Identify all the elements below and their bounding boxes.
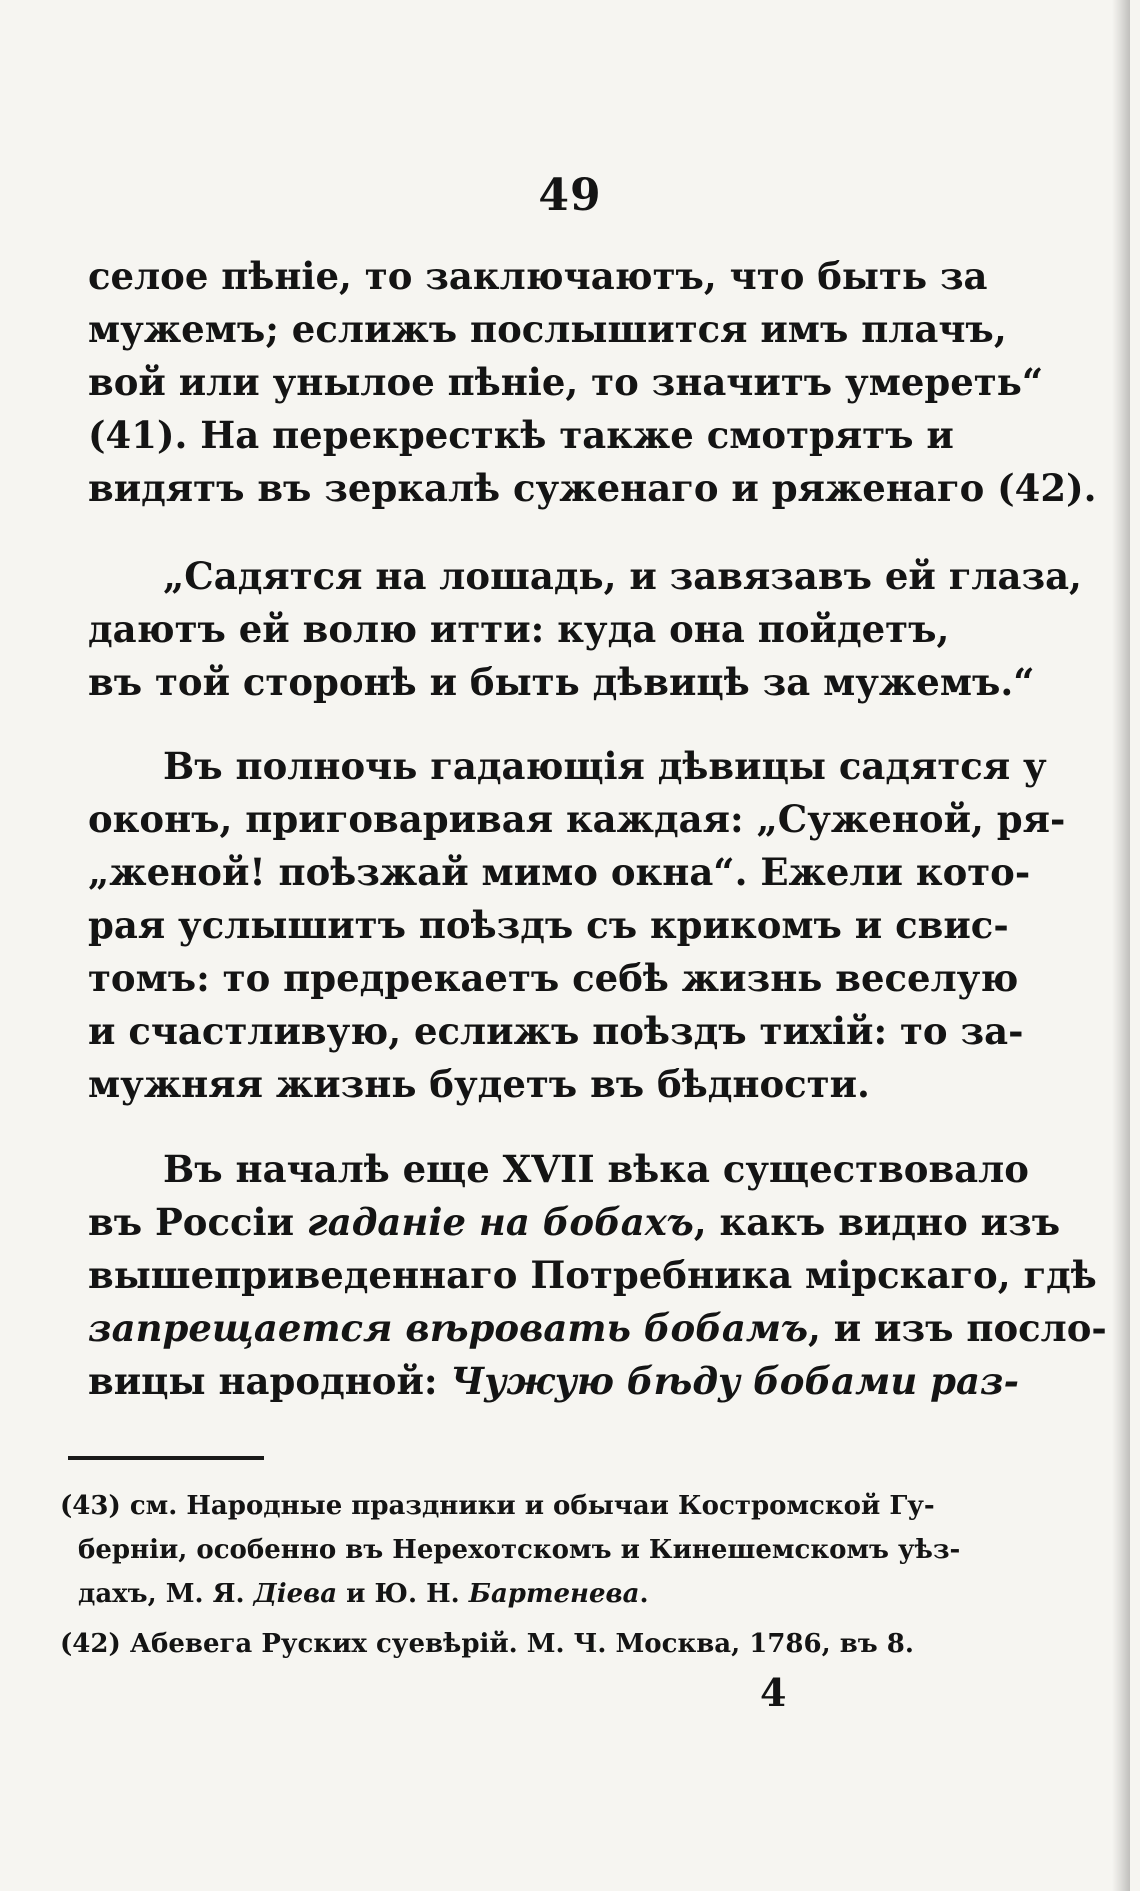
paragraph-2	[88, 550, 1082, 709]
text-line: оконъ, приговаривая каждая: „Суженой, ря-	[88, 797, 1066, 841]
text-line: мужемъ; еслижъ послышится имъ плачъ,	[88, 307, 1007, 351]
footnote-divider	[68, 1456, 264, 1460]
paragraph-3	[88, 740, 1066, 1111]
text-line: томъ: то предрекаетъ себѣ жизнь веселую	[88, 956, 1019, 1000]
italic-author: Діева	[253, 1579, 338, 1609]
page-number: 49	[538, 170, 602, 221]
text-line: селое пѣніе, то заключаютъ, что быть за	[88, 254, 988, 298]
footnote-43-line	[60, 1572, 960, 1616]
text-line: вышеприведеннаго Потребника мірскаго, гдѣ	[88, 1253, 1097, 1297]
text-run: вицы народной:	[88, 1359, 451, 1403]
text-line: Въ началѣ еще XVII вѣка существовало	[163, 1147, 1029, 1191]
text-run: , какъ видно изъ	[693, 1200, 1061, 1244]
text-line: и счастливую, еслижъ поѣздъ тихій: то за-	[88, 1009, 1024, 1053]
italic-author: Бартенева	[468, 1579, 640, 1609]
text-line	[88, 1355, 1019, 1408]
text-run: , и изъ посло-	[807, 1306, 1107, 1350]
text-line	[88, 1302, 1107, 1355]
footnote-42-line: (42) Абевега Руских суевѣрій. М. Ч. Москва, 1786, въ 8.	[60, 1629, 914, 1659]
footnote-43-line: (43) см. Народные праздники и обычаи Костромской Гу-	[60, 1491, 935, 1521]
text-line: (41). На перекресткѣ также смотрятъ и	[88, 413, 954, 457]
text-line	[88, 1196, 1061, 1249]
text-line: въ той сторонѣ и быть дѣвицѣ за мужемъ.“	[88, 660, 1035, 704]
text-run: .	[639, 1579, 649, 1609]
text-line: рая услышитъ поѣздъ съ крикомъ и свис-	[88, 903, 1009, 947]
italic-phrase: гаданіе на бобахъ	[306, 1200, 694, 1244]
italic-phrase: вѣровать бобамъ	[405, 1306, 808, 1350]
page-edge-shadow	[1112, 0, 1130, 1891]
paragraph-4	[88, 1143, 1107, 1408]
text-line: „женой! поѣзжай мимо окна“. Ежели кото-	[88, 850, 1031, 894]
footnotes	[60, 1484, 960, 1666]
signature-mark: 4	[760, 1670, 787, 1715]
italic-phrase: Чужую бѣду бобами раз-	[450, 1359, 1019, 1403]
text-run: дахъ, М. Я.	[78, 1579, 254, 1609]
text-line: вой или унылое пѣніе, то значитъ умереть“	[88, 360, 1044, 404]
footnote-43-line: берніи, особенно въ Нерехотскомъ и Кинешемскомъ уѣз-	[78, 1535, 961, 1565]
text-line: даютъ ей волю итти: куда она пойдетъ,	[88, 607, 950, 651]
text-line: видятъ въ зеркалѣ суженаго и ряженаго (42).	[88, 466, 1097, 510]
paragraph-1	[88, 250, 1097, 515]
text-run: и Ю. Н.	[337, 1579, 469, 1609]
text-line: мужняя жизнь будетъ въ бѣдности.	[88, 1062, 870, 1106]
text-run: въ Россіи	[88, 1200, 307, 1244]
italic-phrase: запрещается	[88, 1306, 406, 1350]
text-line: Въ полночь гадающія дѣвицы садятся у	[163, 744, 1047, 788]
text-line: „Садятся на лошадь, и завязавъ ей глаза,	[163, 554, 1082, 598]
